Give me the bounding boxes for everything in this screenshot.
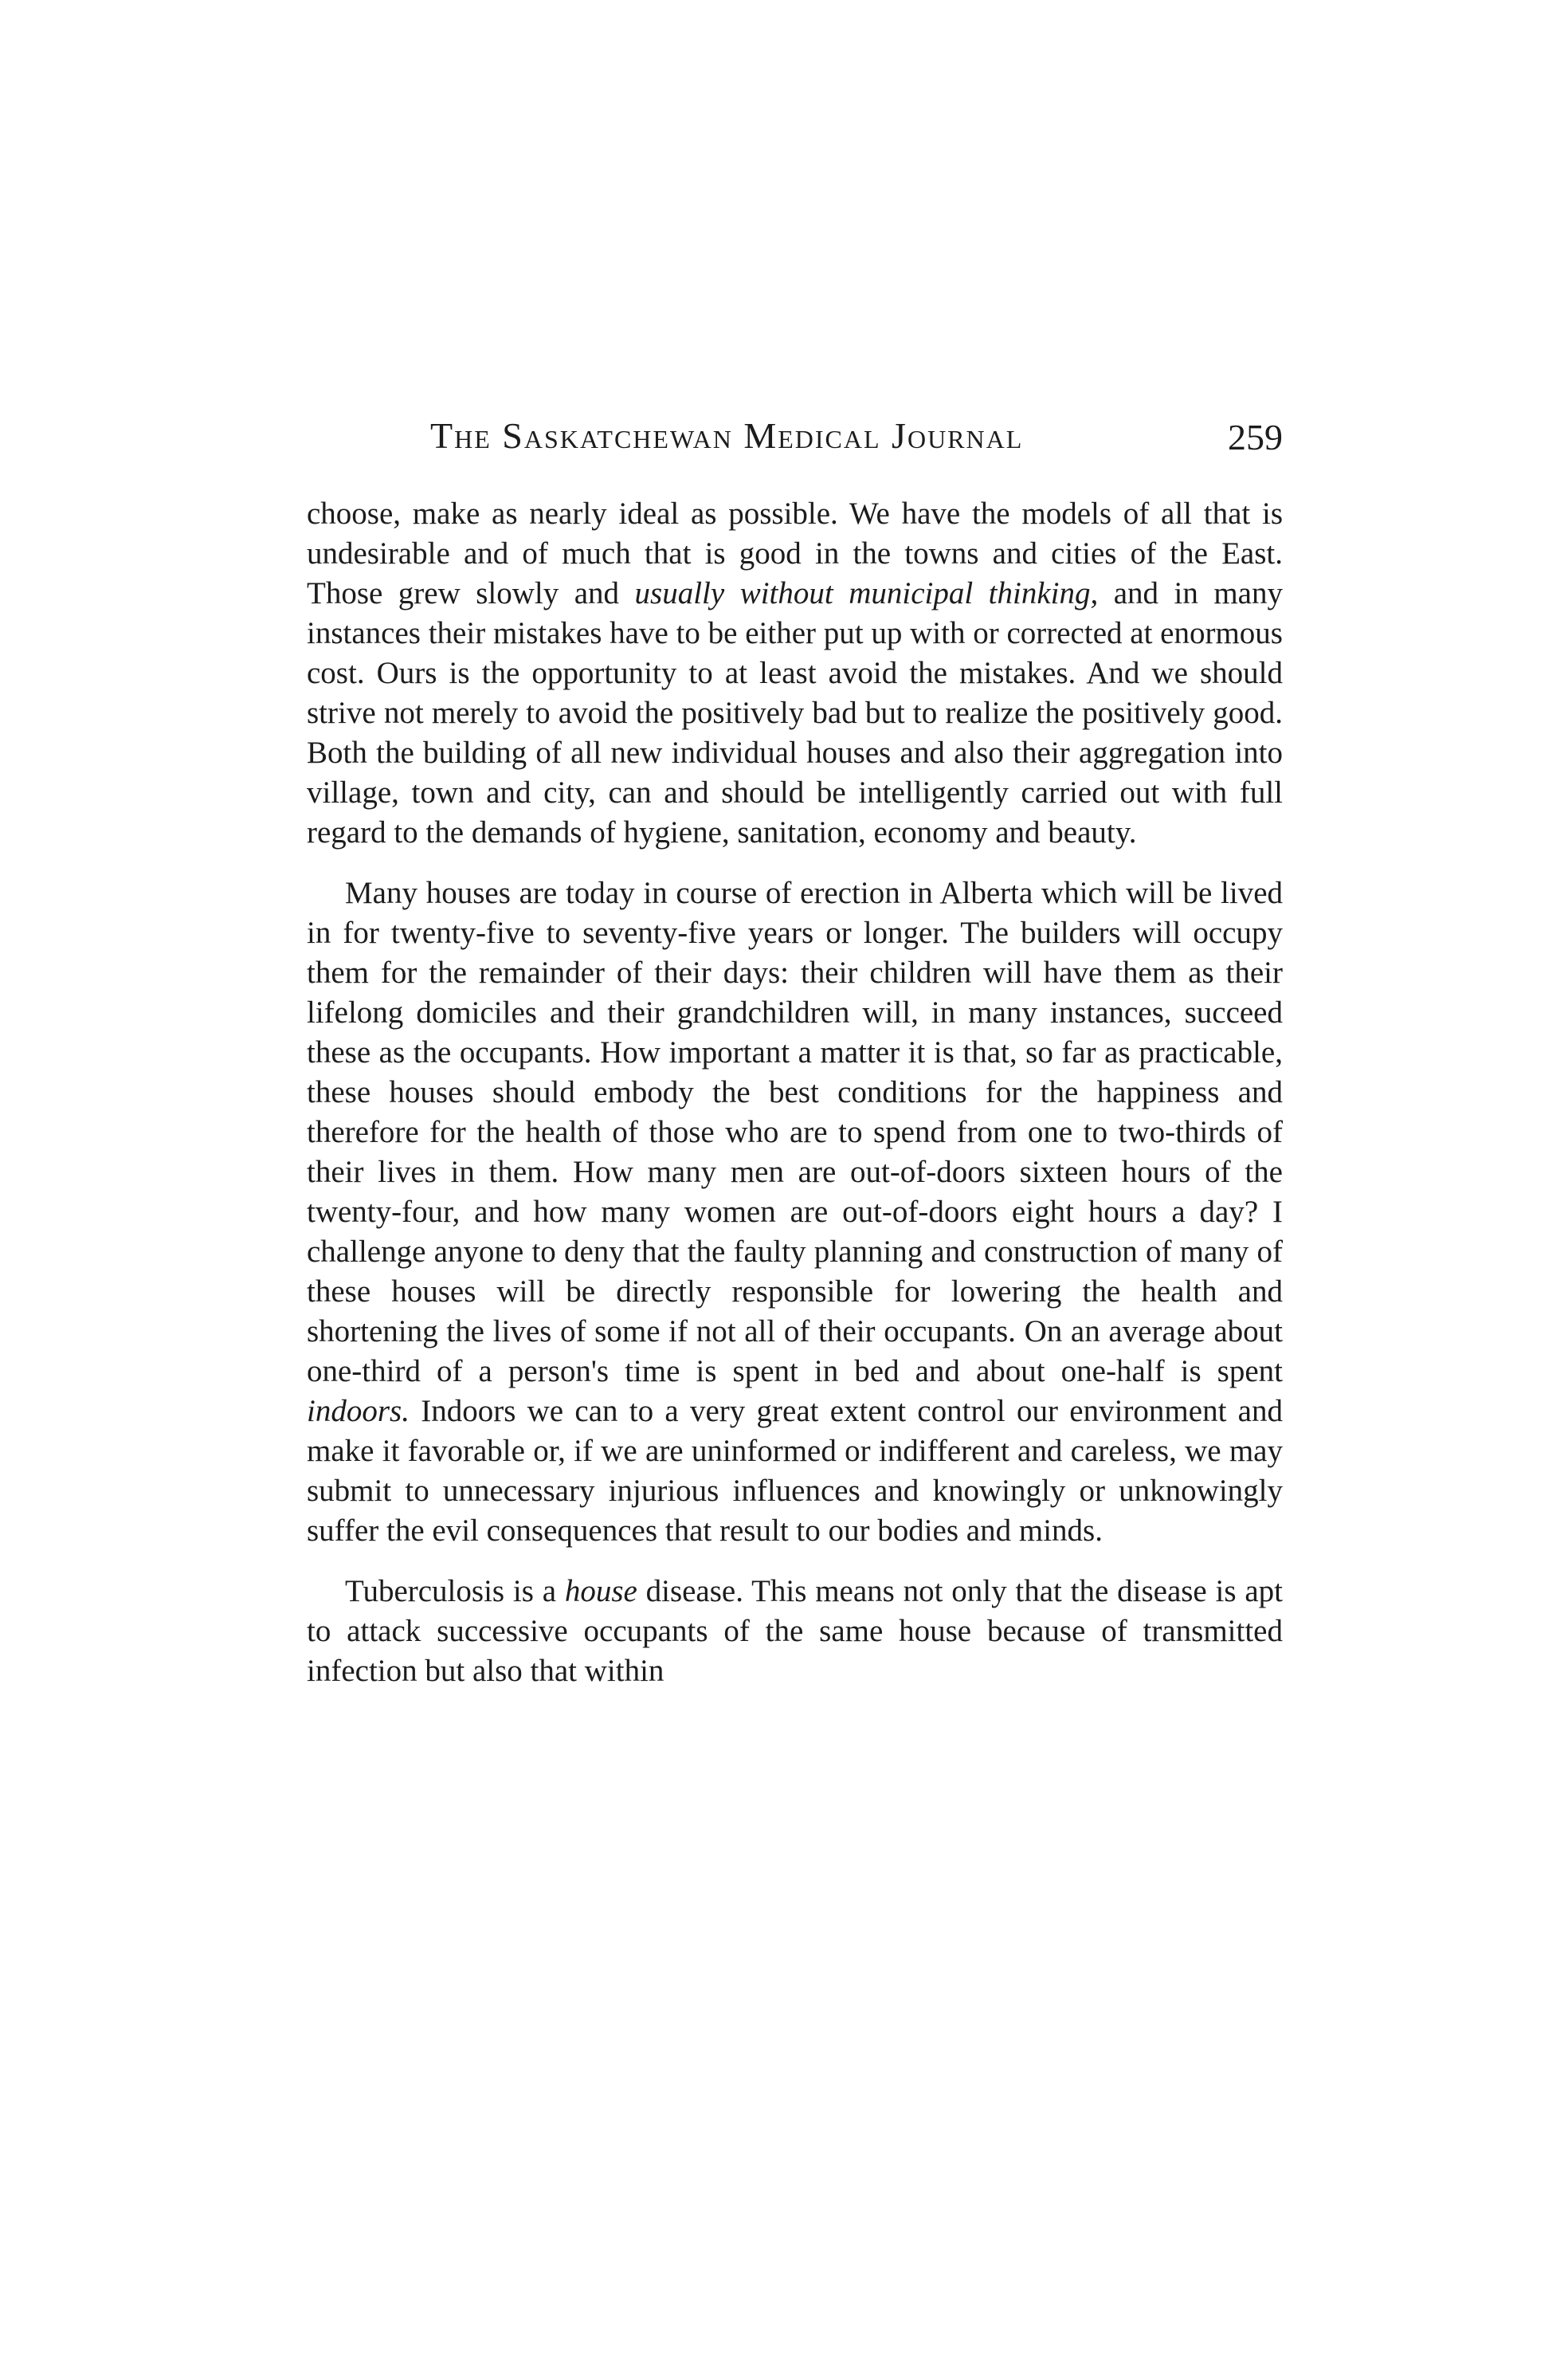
paragraph-1 [307, 494, 1283, 853]
running-title: The Saskatchewan Medical Journal [430, 415, 1024, 456]
page-number: 259 [1228, 417, 1283, 457]
running-header [406, 414, 1283, 470]
paragraph-3 [307, 1572, 1283, 1691]
body-text [307, 494, 1283, 1712]
paragraph-3-text-b: disease. This means not only that the disease is apt to attack successive occupants of the same house because of transmitted infection but also that within [307, 1574, 1283, 1688]
paragraph-3-text-a: Tuberculosis is a [345, 1574, 565, 1608]
paragraph-1-emphasis: usually without municipal thinking, [634, 576, 1099, 610]
paragraph-1-text-a: choose, make as nearly ideal as possible. We have the models of all that is undesirable and of much that is good in the towns and cities of the East. Those grew slowly and [307, 497, 1283, 610]
paragraph-3-emphasis: house [564, 1574, 637, 1608]
paragraph-2-text-a: Many houses are today in course of erection in Alberta which will be lived in for twenty-five to seventy-five years or longer. The builders will occupy them for the remainder of their days: their children will have them as their lifelong domiciles and their grandchildren will, in many instances, succeed these as the occupants. How important a matter it is that, so far as practicable, these houses should embody the best conditions for the happiness and therefore for the health of those who are to spend from one to two-thirds of their lives in them. How many men are out-of-doors sixteen hours of the twenty-four, and how many women are out-of-doors eight hours a day? I challenge anyone to deny that the faulty planning and construction of many of these houses will be directly responsible for lowering the health and shortening the lives of some if not all of their occupants. On an average about one-third of a person's time is spent in bed and about one-half is spent [307, 876, 1283, 1388]
paragraph-2-emphasis: indoors. [307, 1394, 410, 1428]
paragraph-2-text-b: Indoors we can to a very great extent control our environment and make it favorable or, if we are uninformed or indifferent and careless, we may submit to unnecessary injurious influences and knowingly or unknowingly suffer the evil consequences that result to our bodies and minds. [307, 1394, 1283, 1548]
paragraph-2 [307, 873, 1283, 1551]
paragraph-1-text-b: and in many instances their mistakes have to be either put up with or corrected at enormous cost. Ours is the opportunity to at least avoid the mistakes. And we should strive not merely to avoid the positively bad but to realize the positively good. Both the building of all new individual houses and also their aggregation into village, town and city, can and should be intelligently carried out with full regard to the demands of hygiene, sanitation, economy and beauty. [307, 576, 1283, 850]
